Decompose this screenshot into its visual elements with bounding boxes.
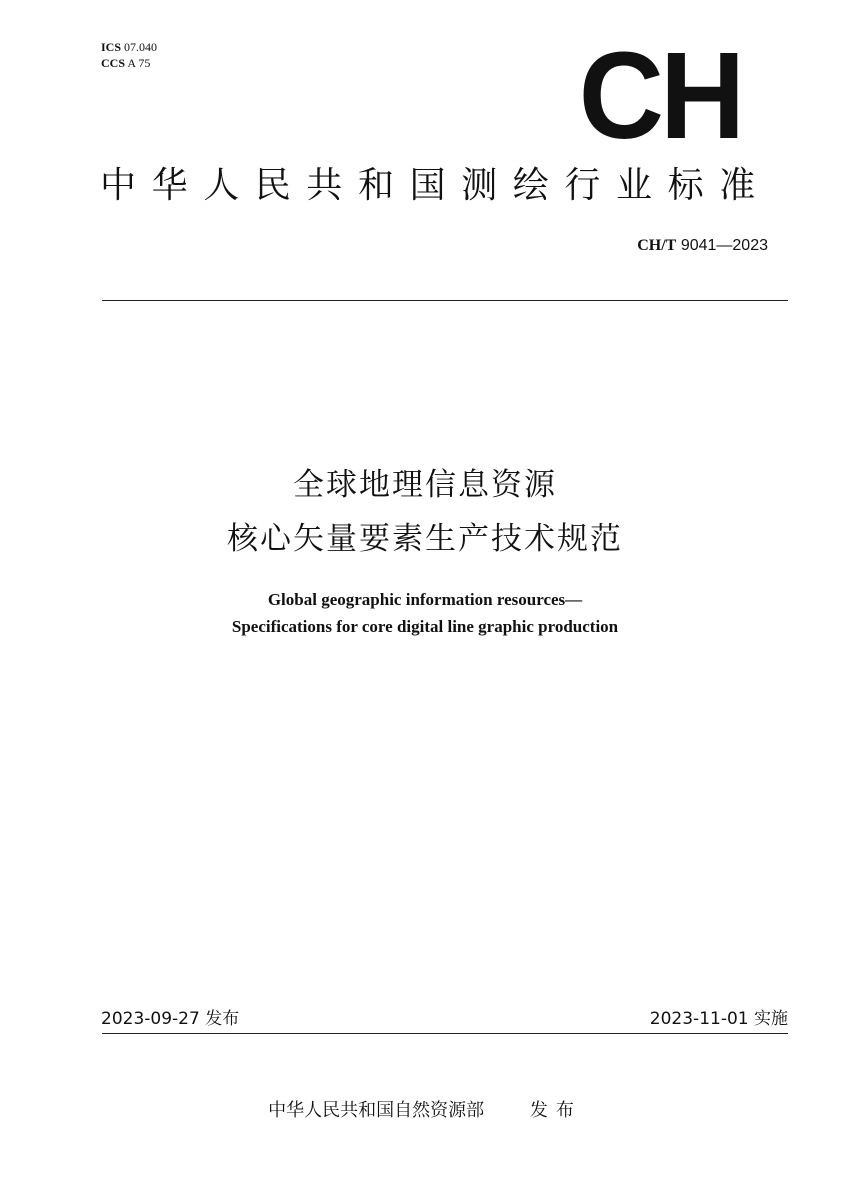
- chinese-title-line-2: 核心矢量要素生产技术规范: [227, 521, 623, 557]
- ccs-value: A 75: [127, 56, 151, 70]
- top-divider: [102, 300, 788, 301]
- implement-date: 2023-11-01 实施: [649, 1009, 788, 1029]
- english-title-line-2: Specifications for core digital line graphic production: [231, 617, 619, 636]
- english-title-line-1: Global geographic information resources—: [267, 590, 583, 609]
- ics-label: ICS: [101, 40, 122, 54]
- standard-number: [637, 236, 768, 256]
- standard-prefix: CH/T: [637, 237, 677, 254]
- standard-number-value: 9041—2023: [680, 237, 768, 254]
- issuer-line: [0, 1099, 850, 1123]
- chinese-title-line-1: 全球地理信息资源: [293, 467, 557, 503]
- ccs-label: CCS: [101, 56, 126, 70]
- bottom-divider: [102, 1033, 788, 1034]
- ch-logo: CH: [578, 26, 742, 166]
- ics-value: 07.040: [124, 40, 158, 54]
- issuer-name: 中华人民共和国自然资源部: [268, 1100, 485, 1121]
- ics-code: [101, 40, 157, 54]
- ccs-code: [101, 56, 150, 70]
- publish-date: 2023-09-27 发布: [101, 1009, 240, 1029]
- issuer-action: 发布: [529, 1100, 582, 1121]
- standard-category: 中华人民共和国测绘行业标准: [100, 165, 771, 206]
